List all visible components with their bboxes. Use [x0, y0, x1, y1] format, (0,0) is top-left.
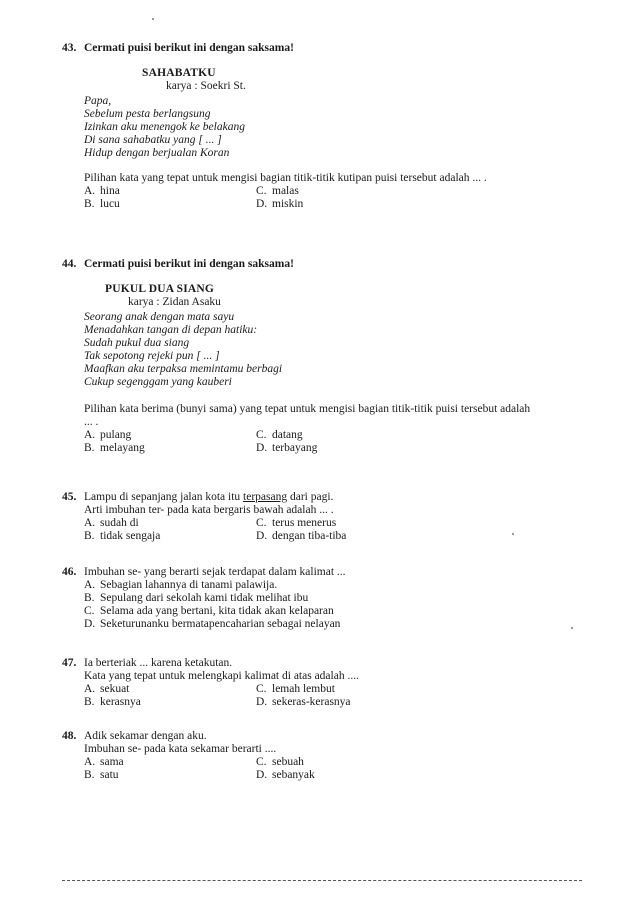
poem-body	[84, 311, 602, 389]
option-a[interactable]: A. sudah di	[84, 517, 139, 529]
question-line: 45. Lampu di sepanjang jalan kota itu terpasang dari pagi.	[62, 491, 334, 503]
option-b[interactable]: B. satu	[84, 769, 119, 781]
answer-options	[84, 185, 602, 211]
question-line: 47. Ia berteriak ... karena ketakutan.	[62, 657, 233, 669]
answer-options	[84, 579, 602, 631]
poem-line: Papa,	[84, 95, 112, 107]
question-text-continued: ... .	[84, 416, 99, 428]
option-b[interactable]: B. melayang	[84, 442, 145, 454]
question-prompt: 44. Cermati puisi berikut ini dengan saksama!	[62, 258, 294, 270]
option-c[interactable]: C. Selama ada yang bertani, kita tidak akan kelaparan	[84, 605, 334, 617]
option-b[interactable]: B. tidak sengaja	[84, 530, 161, 542]
question-number: 46.	[62, 566, 77, 578]
option-c[interactable]: C. malas	[256, 185, 299, 197]
question-number: 48.	[62, 730, 77, 742]
option-c[interactable]: C. datang	[256, 429, 303, 441]
option-d[interactable]: D. sekeras-kerasnya	[256, 696, 351, 708]
poem-line: Hidup dengan berjualan Koran	[84, 147, 230, 159]
poem-title: PUKUL DUA SIANG	[105, 283, 215, 295]
question-text: Pilihan kata berima (bunyi sama) yang tepat untuk mengisi bagian titik-titik puisi tersebut adalah	[84, 403, 531, 415]
answer-options	[84, 429, 602, 455]
option-a[interactable]: A. sekuat	[84, 683, 130, 695]
question-48	[62, 730, 602, 782]
scan-speck	[152, 18, 154, 20]
poem-body	[84, 95, 602, 160]
poem-line: Maafkan aku terpaksa memintamu berbagi	[84, 363, 283, 375]
question-text: Kata yang tepat untuk melengkapi kalimat di atas adalah ....	[84, 670, 359, 682]
question-43	[62, 42, 602, 211]
question-number: 45.	[62, 491, 77, 503]
option-d[interactable]: D. terbayang	[256, 442, 318, 454]
poem-line: Seorang anak dengan mata sayu	[84, 311, 235, 323]
poem-line: Sebelum pesta berlangsung	[84, 108, 211, 120]
question-line: 48. Adik sekamar dengan aku.	[62, 730, 207, 742]
scan-speck	[571, 627, 573, 629]
poem-line: Tak sepotong rejeki pun [ ... ]	[84, 350, 220, 362]
answer-options	[84, 683, 602, 709]
answer-options	[84, 756, 602, 782]
question-number: 47.	[62, 657, 77, 669]
option-d[interactable]: D. Seketurunanku bermatapencaharian sebagai nelayan	[84, 618, 341, 630]
scan-speck	[512, 533, 514, 535]
question-number: 44.	[62, 258, 77, 270]
option-a[interactable]: A. pulang	[84, 429, 132, 441]
poem-line: Izinkan aku menengok ke belakang	[84, 121, 245, 133]
option-a[interactable]: A. hina	[84, 185, 120, 197]
option-c[interactable]: C. terus menerus	[256, 517, 337, 529]
question-45	[62, 491, 602, 543]
answer-options	[84, 517, 602, 543]
option-d[interactable]: D. dengan tiba-tiba	[256, 530, 347, 542]
option-c[interactable]: C. lemah lembut	[256, 683, 335, 695]
poem-line: Di sana sahabatku yang [ ... ]	[84, 134, 222, 146]
option-d[interactable]: D. sebanyak	[256, 769, 315, 781]
question-prompt: 43. Cermati puisi berikut ini dengan saksama!	[62, 42, 294, 54]
footer-dashed-rule	[62, 880, 582, 881]
question-44	[62, 258, 602, 455]
question-number: 43.	[62, 42, 77, 54]
poem-author: karya : Soekri St.	[166, 80, 246, 92]
question-text: Imbuhan se- pada kata sekamar berarti ....	[84, 743, 277, 755]
question-line: 46. Imbuhan se- yang berarti sejak terdapat dalam kalimat ...	[62, 566, 346, 578]
poem-line: Sudah pukul dua siang	[84, 337, 190, 349]
poem-author: karya : Zidan Asaku	[128, 296, 221, 308]
poem-line: Menadahkan tangan di depan hatiku:	[84, 324, 258, 336]
option-a[interactable]: A. Sebagian lahannya di tanami palawija.	[84, 579, 278, 591]
question-47	[62, 657, 602, 709]
underlined-word: terpasang	[243, 491, 288, 503]
option-b[interactable]: B. kerasnya	[84, 696, 141, 708]
option-c[interactable]: C. sebuah	[256, 756, 304, 768]
option-d[interactable]: D. miskin	[256, 198, 304, 210]
option-a[interactable]: A. sama	[84, 756, 124, 768]
question-text: Pilihan kata yang tepat untuk mengisi bagian titik-titik kutipan puisi tersebut adalah ... .	[84, 172, 487, 184]
question-text: Arti imbuhan ter- pada kata bergaris bawah adalah ... .	[84, 504, 334, 516]
option-b[interactable]: B. Sepulang dari sekolah kami tidak melihat ibu	[84, 592, 309, 604]
poem-line: Cukup segenggam yang kauberi	[84, 376, 232, 388]
question-46	[62, 566, 602, 631]
option-b[interactable]: B. lucu	[84, 198, 120, 210]
poem-title: SAHABATKU	[142, 67, 216, 79]
